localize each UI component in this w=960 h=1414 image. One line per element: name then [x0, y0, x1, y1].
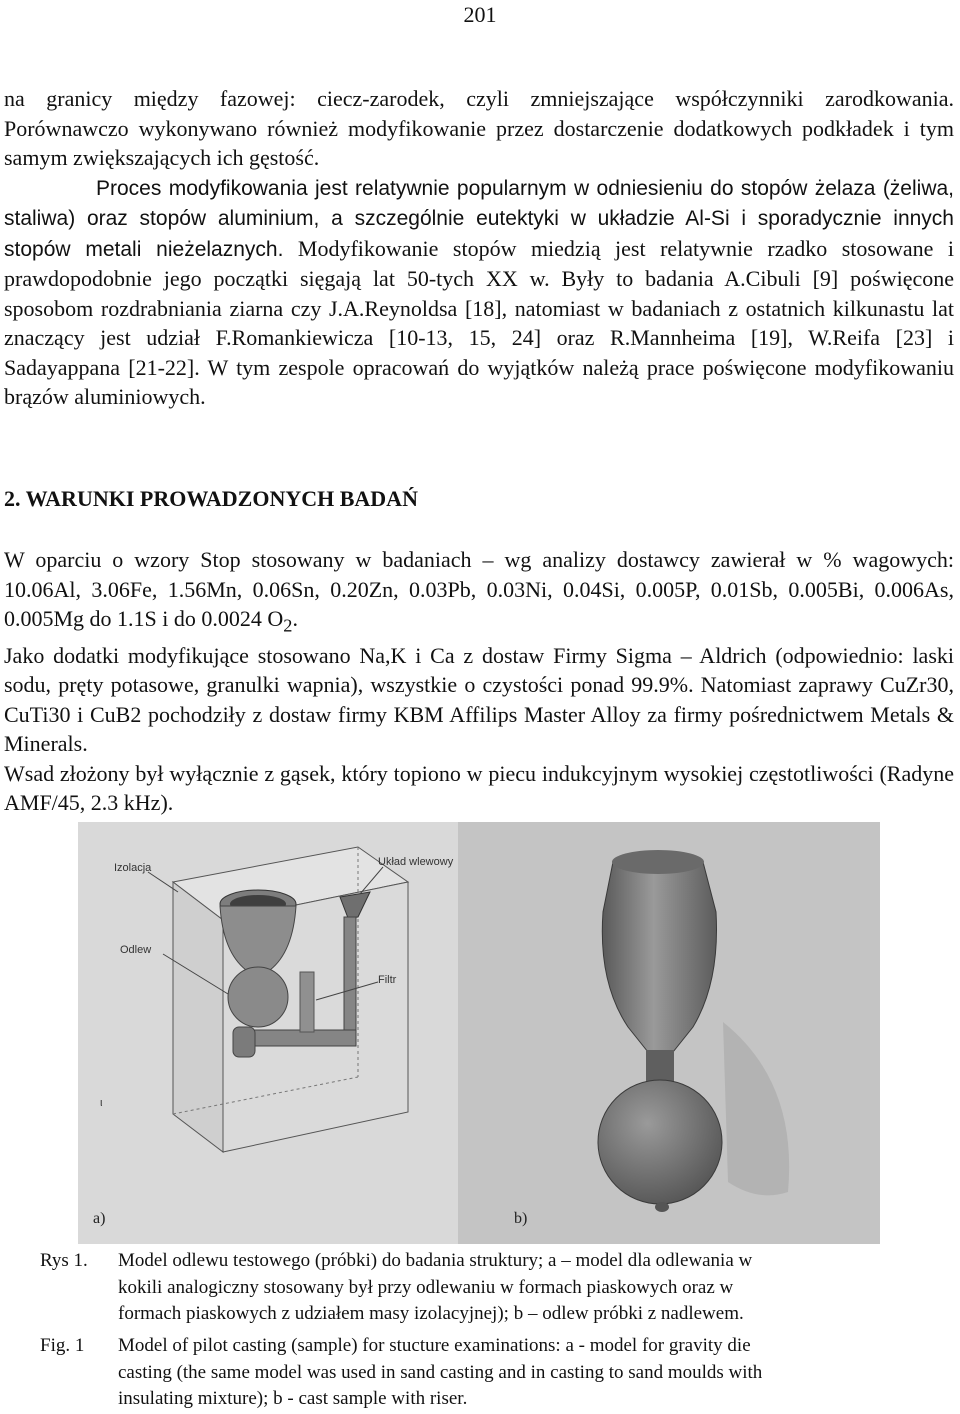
caption-polish — [40, 1248, 955, 1328]
caption-polish-line2: kokili analogiczny stosowany był przy odlewaniu w formach piaskowych oraz w — [118, 1276, 734, 1298]
figure-panel-a — [78, 822, 458, 1244]
composition-tail: . — [292, 606, 298, 631]
additives-text: Jako dodatki modyfikujące stosowano Na,K i Ca z dostaw Firmy Sigma – Aldrich (odpowiednio: laski sodu, pręty potasowe, granulki wapnia), wszystkie o czystości ponad 99.9%. Natomiast zaprawy CuZr30, CuTi30 i CuB2 pochodziły z dostaw firmy KBM Affilips Master Alloy za firmy pośrednictwem Metals & Minerals. — [4, 642, 954, 757]
section-heading: 2. WARUNKI PROWADZONYCH BADAŃ — [4, 486, 418, 511]
caption-english — [40, 1333, 955, 1413]
o2-subscript: 2 — [283, 615, 293, 636]
label-odlew: Odlew — [120, 944, 152, 956]
caption-polish-line1: Model odlewu testowego (próbki) do badania struktury; a – model dla odlewania w — [118, 1250, 753, 1271]
casting-model-drawing — [78, 822, 458, 1244]
alloy-composition-text: W oparciu o wzory Stop stosowany w badaniach – wg analizy dostawcy zawierał w % wagowych: 10.06Al, 3.06Fe, 1.56Mn, 0.06Sn, 0.20Zn, 0.03Pb, 0.03Ni, 0.04Si, 0.005P, 0.01Sb, 0.005Bi, 0.006As, 0.005Mg do 1.1S i do 0.0024 O — [4, 547, 954, 631]
paragraph-modification-rest: Modyfikowanie stopów miedzią jest relatywnie rzadko stosowane i prawdopodobnie jego początki sięgają lat 50-tych XX w. Były to badania A.Cibuli [9] poświęcone sposobom rozdrabniania ziarna czy J.A.Reynoldsa [18], natomiast w badaniach z ostatnich kilkunastu lat znaczący jest udział F.Romankiewicza [10-13, 15, 24] oraz R.Mannheima [19], W.Reifa [23] i Sadayappana [21-22]. W tym zespole opracowań do wyjątków należą prace poświęcone modyfikowaniu brązów aluminiowych. — [4, 235, 954, 409]
caption-english-line1: Model of pilot casting (sample) for stucture examinations: a - model for gravity die — [118, 1335, 751, 1356]
label-mark: ι — [100, 1097, 103, 1109]
subfigure-b-label: b) — [514, 1210, 528, 1227]
label-uklad-wlewowy: Układ wlewowy — [378, 856, 454, 868]
label-izolacja: Izolacja — [114, 862, 152, 874]
alloy-composition — [4, 545, 954, 641]
figure-panel-b — [458, 822, 880, 1244]
label-filtr: Filtr — [378, 974, 397, 986]
caption-polish-line3: formach piaskowych z udziałem masy izolacyjnej); b – odlew próbki z nadlewem. — [118, 1303, 744, 1324]
caption-polish-label: Rys 1. — [40, 1250, 88, 1271]
melt-text: Wsad złożony był wyłącznie z gąsek, który topiono w piecu indukcyjnym wysokiej częstotliwości (Radyne AMF/45, 2.3 kHz). — [4, 760, 954, 816]
paragraph-modification-sans: Proces modyfikowania jest relatywnie popularnym w odniesieniu do stopów żelaza (żeliwa, staliwa) oraz stopów aluminium, a szczególnie eutektyki w układzie Al-Si i sporadycznie innych stopów metali nieżelaznych. — [4, 176, 954, 261]
paragraph-intro-text: na granicy między fazowej: ciecz-zarodek, czyli zmniejszające współczynniki zarodkowania. Porównawczo wykonywano również modyfikowanie przez dostarczenie dodatkowych podkładek i tym samym zwiększających ich gęstość. — [4, 86, 954, 170]
paragraph-conditions — [4, 545, 954, 818]
caption-english-line3: insulating mixture); b - cast sample with riser. — [118, 1388, 468, 1409]
paragraph-intro — [4, 84, 954, 412]
caption-english-line2: casting (the same model was used in sand casting and in casting to sand moulds with — [118, 1361, 763, 1383]
figure-casting-model — [78, 822, 880, 1244]
page-number: 201 — [463, 2, 497, 27]
subfigure-a-label: a) — [93, 1210, 106, 1227]
paragraph-modification — [4, 173, 954, 412]
cast-sample-photo — [458, 822, 880, 1244]
caption-english-label: Fig. 1 — [40, 1335, 85, 1356]
